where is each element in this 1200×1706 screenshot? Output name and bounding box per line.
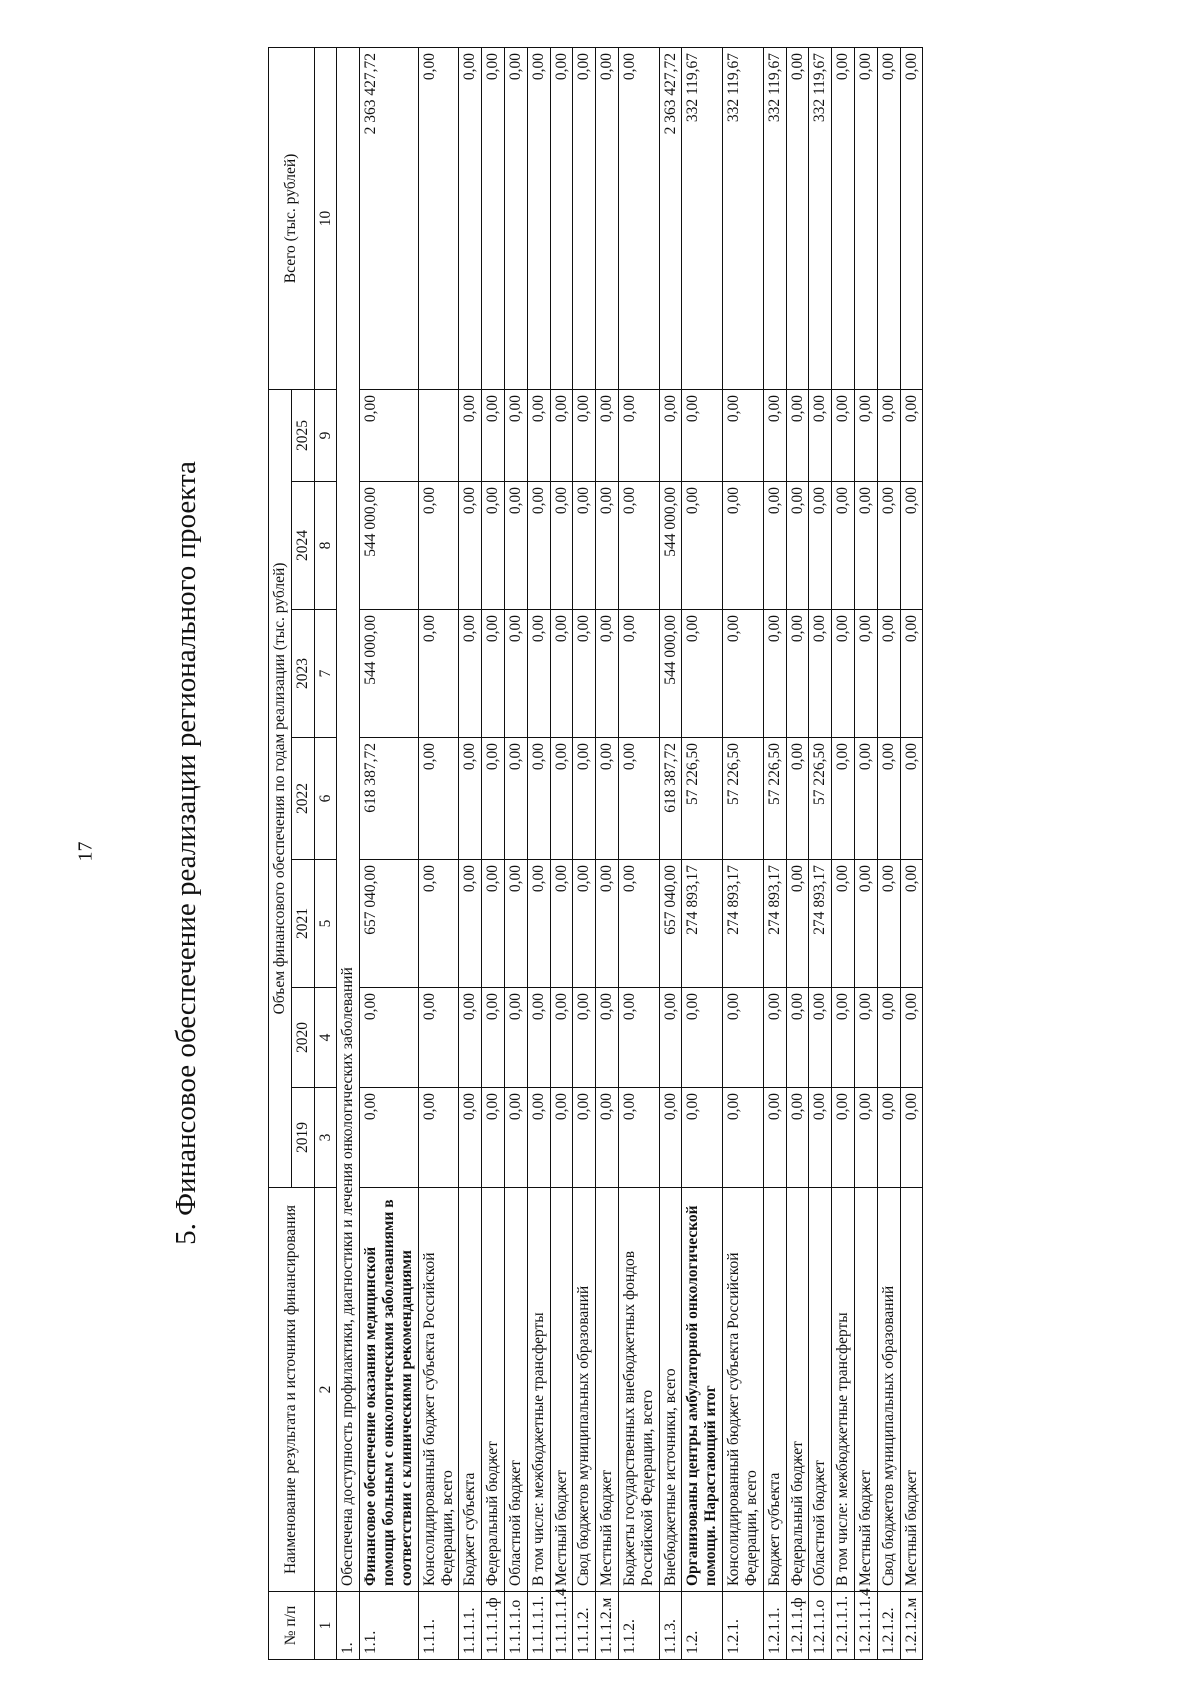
- row-value: 0,00: [854, 610, 877, 738]
- row-value: 0,00: [550, 738, 573, 860]
- row-name: Свод бюджетов муниципальных образований: [573, 1188, 596, 1592]
- row-value: 0,00: [482, 389, 505, 481]
- header-year-group: Объем финансового обеспечения по годам реализации (тыс. рублей): [269, 389, 292, 1187]
- row-value: 0,00: [619, 610, 660, 738]
- section-title: Обеспечена доступность профилактики, диагностики и лечения онкологических заболеваний: [337, 47, 360, 1591]
- row-value: 0,00: [550, 482, 573, 610]
- row-value: 0,00: [659, 988, 682, 1088]
- row-value: 0,00: [900, 860, 923, 988]
- row-value: 0,00: [360, 389, 418, 481]
- table-row: [527, 47, 550, 1659]
- row-value: 657 040,00: [659, 860, 682, 988]
- row-value: 0,00: [459, 860, 482, 988]
- row-value: 0,00: [832, 860, 855, 988]
- row-value: 0,00: [809, 988, 832, 1088]
- table-row: [619, 47, 660, 1659]
- row-value: 0,00: [482, 738, 505, 860]
- row-code: 1.1.1.1.1.: [527, 1592, 550, 1660]
- row-value: 0,00: [809, 1088, 832, 1188]
- table-row: [550, 47, 573, 1659]
- row-name: Федеральный бюджет: [482, 1188, 505, 1592]
- row-value: 0,00: [573, 610, 596, 738]
- row-value: 0,00: [573, 860, 596, 988]
- row-name: Консолидированный бюджет субъекта Российской Федерации, всего: [723, 1188, 764, 1592]
- row-value: 0,00: [596, 738, 619, 860]
- row-total: 0,00: [482, 47, 505, 389]
- row-value: 0,00: [786, 860, 809, 988]
- row-value: 0,00: [550, 1088, 573, 1188]
- row-value: 0,00: [786, 610, 809, 738]
- row-total: 332 119,67: [763, 47, 786, 389]
- section-row: [337, 47, 360, 1659]
- row-name: Свод бюджетов муниципальных образований: [877, 1188, 900, 1592]
- row-code: 1.1.: [360, 1592, 418, 1660]
- row-value: 0,00: [619, 482, 660, 610]
- row-value: 0,00: [482, 482, 505, 610]
- row-value: 0,00: [619, 988, 660, 1088]
- row-value: 0,00: [763, 389, 786, 481]
- page-title: 5. Финансовое обеспечение реализации регионального проекта: [170, 461, 202, 1245]
- row-code: 1.1.1.: [418, 1592, 459, 1660]
- row-value: 0,00: [682, 389, 723, 481]
- row-value: 0,00: [504, 482, 527, 610]
- row-value: 0,00: [682, 1088, 723, 1188]
- row-value: 0,00: [504, 389, 527, 481]
- row-value: 0,00: [619, 860, 660, 988]
- header-year-2024: 2024: [291, 482, 314, 610]
- row-code: 1.1.1.1.: [459, 1592, 482, 1660]
- row-name: Внебюджетные источники, всего: [659, 1188, 682, 1592]
- row-value: 0,00: [877, 1088, 900, 1188]
- row-value: 274 893,17: [809, 860, 832, 988]
- row-total: 0,00: [596, 47, 619, 389]
- column-number: 3: [314, 1088, 337, 1188]
- row-code: 1.2.1.2.м: [900, 1592, 923, 1660]
- table-row: [573, 47, 596, 1659]
- row-name: Финансовое обеспечение оказания медицинской помощи больным с онкологическими заболеваниями в соответствии с клиническими рекомендациями: [360, 1188, 418, 1592]
- row-value: 0,00: [723, 389, 764, 481]
- row-value: 0,00: [527, 738, 550, 860]
- row-value: 0,00: [527, 1088, 550, 1188]
- table-row: [877, 47, 900, 1659]
- row-value: 0,00: [527, 482, 550, 610]
- row-name: В том числе: межбюджетные трансферты: [832, 1188, 855, 1592]
- column-number: 8: [314, 482, 337, 610]
- column-number: 1: [314, 1592, 337, 1660]
- table-row: [900, 47, 923, 1659]
- row-name: Бюджет субъекта: [459, 1188, 482, 1592]
- column-number: 9: [314, 389, 337, 481]
- row-total: 2 363 427,72: [360, 47, 418, 389]
- row-value: 0,00: [809, 610, 832, 738]
- row-name: Организованы центры амбулаторной онкологической помощи. Нарастающий итог: [682, 1188, 723, 1592]
- table-row: [360, 47, 418, 1659]
- row-value: 0,00: [832, 610, 855, 738]
- row-value: 0,00: [573, 988, 596, 1088]
- table-row: [482, 47, 505, 1659]
- row-name: Областной бюджет: [504, 1188, 527, 1592]
- row-name: Областной бюджет: [809, 1188, 832, 1592]
- row-total: 332 119,67: [723, 47, 764, 389]
- row-value: 0,00: [527, 860, 550, 988]
- row-value: 0,00: [877, 988, 900, 1088]
- row-value: 0,00: [900, 988, 923, 1088]
- column-numbers-row: [314, 47, 337, 1659]
- row-total: 0,00: [573, 47, 596, 389]
- row-code: 1.2.1.1.: [763, 1592, 786, 1660]
- row-value: 0,00: [504, 1088, 527, 1188]
- row-value: 0,00: [877, 860, 900, 988]
- row-total: 0,00: [459, 47, 482, 389]
- column-number: 6: [314, 738, 337, 860]
- row-value: 0,00: [900, 738, 923, 860]
- row-value: 0,00: [854, 738, 877, 860]
- row-value: 544 000,00: [360, 610, 418, 738]
- table-row: [682, 47, 723, 1659]
- header-name: Наименование результата и источники финансирования: [269, 1188, 315, 1592]
- header-num: № п/п: [269, 1592, 315, 1660]
- row-value: 618 387,72: [360, 738, 418, 860]
- row-value: 0,00: [682, 988, 723, 1088]
- row-value: 0,00: [459, 738, 482, 860]
- row-code: 1.1.1.1.ф: [482, 1592, 505, 1660]
- row-value: 0,00: [900, 389, 923, 481]
- row-value: 0,00: [682, 610, 723, 738]
- row-value: 0,00: [527, 610, 550, 738]
- row-value: 0,00: [786, 988, 809, 1088]
- row-value: 0,00: [550, 860, 573, 988]
- row-value: 0,00: [527, 988, 550, 1088]
- row-value: 0,00: [482, 988, 505, 1088]
- row-value: 0,00: [482, 860, 505, 988]
- table-row: [659, 47, 682, 1659]
- row-value: 274 893,17: [763, 860, 786, 988]
- row-value: 0,00: [573, 1088, 596, 1188]
- table-row: [763, 47, 786, 1659]
- row-value: 0,00: [482, 1088, 505, 1188]
- row-value: 0,00: [832, 389, 855, 481]
- row-value: 0,00: [550, 389, 573, 481]
- table-row: [504, 47, 527, 1659]
- row-value: 57 226,50: [682, 738, 723, 860]
- row-name: Местный бюджет: [854, 1188, 877, 1592]
- row-name: В том числе: межбюджетные трансферты: [527, 1188, 550, 1592]
- row-value: 0,00: [459, 389, 482, 481]
- row-value: 0,00: [659, 389, 682, 481]
- row-value: 544 000,00: [659, 482, 682, 610]
- row-value: 0,00: [596, 860, 619, 988]
- table-row: [809, 47, 832, 1659]
- column-number: 5: [314, 860, 337, 988]
- row-value: 0,00: [786, 389, 809, 481]
- header-year-2022: 2022: [291, 738, 314, 860]
- row-code: 1.1.1.1.о: [504, 1592, 527, 1660]
- table-row: [832, 47, 855, 1659]
- row-value: 0,00: [504, 610, 527, 738]
- row-code: 1.2.: [682, 1592, 723, 1660]
- row-code: 1.2.1.1.1.4: [854, 1592, 877, 1660]
- row-value: 0,00: [482, 610, 505, 738]
- row-value: 657 040,00: [360, 860, 418, 988]
- row-value: 0,00: [418, 610, 459, 738]
- row-value: 0,00: [596, 482, 619, 610]
- row-value: 0,00: [723, 988, 764, 1088]
- row-name: Местный бюджет: [900, 1188, 923, 1592]
- row-value: 0,00: [550, 610, 573, 738]
- row-value: 0,00: [786, 482, 809, 610]
- row-value: 544 000,00: [659, 610, 682, 738]
- header-year-2025: 2025: [291, 389, 314, 481]
- row-value: 0,00: [596, 610, 619, 738]
- row-total: 0,00: [550, 47, 573, 389]
- row-value: 0,00: [504, 988, 527, 1088]
- row-value: 0,00: [763, 482, 786, 610]
- row-total: 332 119,67: [809, 47, 832, 389]
- row-name: Местный бюджет: [596, 1188, 619, 1592]
- row-total: 0,00: [418, 47, 459, 389]
- row-total: 2 363 427,72: [659, 47, 682, 389]
- row-value: 0,00: [832, 738, 855, 860]
- header-year-2019: 2019: [291, 1088, 314, 1188]
- row-value: 0,00: [418, 1088, 459, 1188]
- row-value: 0,00: [723, 482, 764, 610]
- row-value: 0,00: [459, 482, 482, 610]
- row-value: 0,00: [504, 860, 527, 988]
- row-value: 0,00: [682, 482, 723, 610]
- row-value: 0,00: [459, 988, 482, 1088]
- row-code: 1.2.1.1.о: [809, 1592, 832, 1660]
- row-value: 274 893,17: [723, 860, 764, 988]
- row-value: 0,00: [809, 482, 832, 610]
- row-value: 0,00: [573, 738, 596, 860]
- column-number: 7: [314, 610, 337, 738]
- row-code: 1.2.1.2.: [877, 1592, 900, 1660]
- row-value: 0,00: [832, 988, 855, 1088]
- row-name: Бюджет субъекта: [763, 1188, 786, 1592]
- row-value: 0,00: [418, 860, 459, 988]
- row-value: 0,00: [786, 1088, 809, 1188]
- row-value: 0,00: [360, 1088, 418, 1188]
- financing-table: [268, 47, 923, 1660]
- header-year-2021: 2021: [291, 860, 314, 988]
- row-total: 0,00: [527, 47, 550, 389]
- row-value: 0,00: [832, 1088, 855, 1188]
- row-total: 0,00: [900, 47, 923, 389]
- row-value: 0,00: [900, 482, 923, 610]
- column-number: 10: [314, 47, 337, 389]
- row-value: 0,00: [418, 482, 459, 610]
- row-total: 0,00: [832, 47, 855, 389]
- row-value: 0,00: [596, 1088, 619, 1188]
- section-code: 1.: [337, 1592, 360, 1660]
- row-total: 0,00: [877, 47, 900, 389]
- row-value: 0,00: [854, 988, 877, 1088]
- row-value: 0,00: [877, 610, 900, 738]
- row-value: 0,00: [459, 1088, 482, 1188]
- row-value: 0,00: [877, 482, 900, 610]
- row-value: 0,00: [763, 988, 786, 1088]
- row-total: 0,00: [854, 47, 877, 389]
- table-row: [418, 47, 459, 1659]
- row-value: 0,00: [854, 389, 877, 481]
- row-total: 0,00: [786, 47, 809, 389]
- row-value: 0,00: [723, 610, 764, 738]
- row-value: 0,00: [763, 610, 786, 738]
- table-row: [786, 47, 809, 1659]
- table-row: [459, 47, 482, 1659]
- row-value: 0,00: [504, 738, 527, 860]
- row-value: 0,00: [854, 860, 877, 988]
- row-code: 1.2.1.: [723, 1592, 764, 1660]
- row-value: 0,00: [854, 482, 877, 610]
- row-value: 0,00: [527, 389, 550, 481]
- row-value: 0,00: [809, 389, 832, 481]
- row-total: 0,00: [619, 47, 660, 389]
- column-number: 4: [314, 988, 337, 1088]
- column-number: 2: [314, 1188, 337, 1592]
- row-code: 1.1.1.2.м: [596, 1592, 619, 1660]
- table-row: [723, 47, 764, 1659]
- row-value: 57 226,50: [763, 738, 786, 860]
- row-value: 0,00: [418, 738, 459, 860]
- row-code: 1.2.1.1.ф: [786, 1592, 809, 1660]
- row-value: 0,00: [723, 1088, 764, 1188]
- row-value: 0,00: [659, 1088, 682, 1188]
- row-value: 0,00: [900, 610, 923, 738]
- table-row: [596, 47, 619, 1659]
- row-value: 0,00: [786, 738, 809, 860]
- row-value: 0,00: [619, 1088, 660, 1188]
- row-name: Бюджеты государственных внебюджетных фондов Российской Федерации, всего: [619, 1188, 660, 1592]
- row-value: 57 226,50: [809, 738, 832, 860]
- row-total: 0,00: [504, 47, 527, 389]
- row-value: 618 387,72: [659, 738, 682, 860]
- row-value: 0,00: [459, 610, 482, 738]
- row-value: 0,00: [832, 482, 855, 610]
- row-value: 0,00: [360, 988, 418, 1088]
- row-value: 544 000,00: [360, 482, 418, 610]
- row-value: 0,00: [877, 389, 900, 481]
- row-name: Федеральный бюджет: [786, 1188, 809, 1592]
- header-year-2023: 2023: [291, 610, 314, 738]
- row-value: 0,00: [596, 988, 619, 1088]
- row-code: 1.2.1.1.1.: [832, 1592, 855, 1660]
- row-value: 0,00: [573, 389, 596, 481]
- row-value: 0,00: [619, 389, 660, 481]
- row-value: 0,00: [854, 1088, 877, 1188]
- row-name: Местный бюджет: [550, 1188, 573, 1592]
- row-code: 1.1.2.: [619, 1592, 660, 1660]
- row-value: 0,00: [877, 738, 900, 860]
- row-value: 0,00: [763, 1088, 786, 1188]
- page-number: 17: [74, 841, 97, 862]
- row-value: 0,00: [550, 988, 573, 1088]
- row-code: 1.1.3.: [659, 1592, 682, 1660]
- table-row: [854, 47, 877, 1659]
- row-value: 57 226,50: [723, 738, 764, 860]
- header-year-2020: 2020: [291, 988, 314, 1088]
- row-code: 1.1.1.2.: [573, 1592, 596, 1660]
- row-value: 0,00: [596, 389, 619, 481]
- header-total: Всего (тыс. рублей): [269, 47, 315, 389]
- row-value: 0,00: [900, 1088, 923, 1188]
- row-total: 332 119,67: [682, 47, 723, 389]
- row-value: 0,00: [619, 738, 660, 860]
- row-value: 0,00: [418, 988, 459, 1088]
- row-value: 274 893,17: [682, 860, 723, 988]
- row-name: Консолидированный бюджет субъекта Российской Федерации, всего: [418, 1188, 459, 1592]
- row-code: 1.1.1.1.1.4: [550, 1592, 573, 1660]
- row-value: 0,00: [573, 482, 596, 610]
- row-value: [418, 389, 459, 481]
